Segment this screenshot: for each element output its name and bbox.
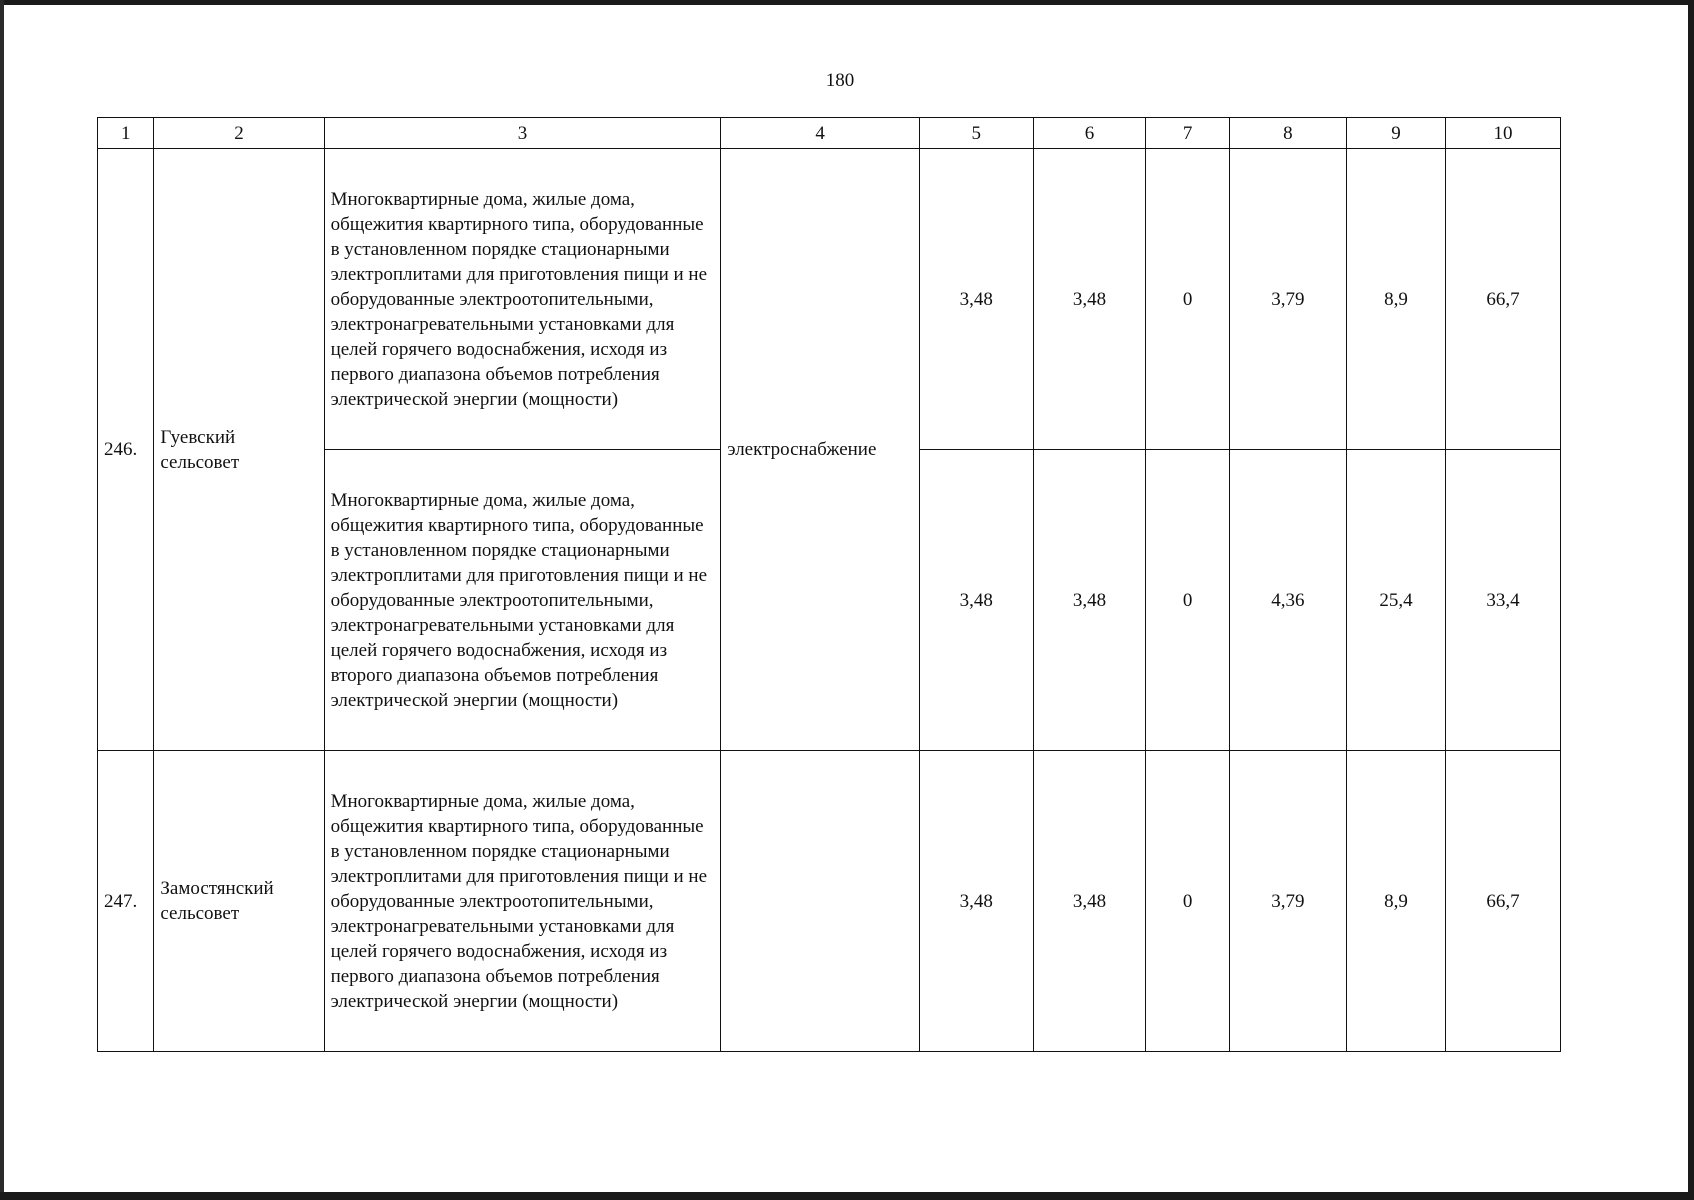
housing-description: Многоквартирные дома, жилые дома, общежития квартирного типа, оборудованные в установленном порядке стационарными электроплитами для приготовления пищи и не оборудованные электроотопительными, электронагревательными установками для целей горячего водоснабжения, исходя из первого диапазона объемов потребления электрической энергии (мощности) xyxy=(324,149,721,450)
value-col-8: 3,79 xyxy=(1229,149,1346,450)
value-col-7: 0 xyxy=(1146,751,1230,1052)
page-number: 180 xyxy=(825,70,855,91)
tariff-table xyxy=(97,117,1561,1052)
value-col-9: 8,9 xyxy=(1346,751,1445,1052)
value-col-7: 0 xyxy=(1146,450,1230,751)
value-col-8: 3,79 xyxy=(1229,751,1346,1052)
housing-description: Многоквартирные дома, жилые дома, общежития квартирного типа, оборудованные в установленном порядке стационарными электроплитами для приготовления пищи и не оборудованные электроотопительными, электронагревательными установками для целей горячего водоснабжения, исходя из первого диапазона объемов потребления электрической энергии (мощности) xyxy=(324,751,721,1052)
header-col-10: 10 xyxy=(1446,118,1561,149)
value-col-10: 33,4 xyxy=(1446,450,1561,751)
value-col-6: 3,48 xyxy=(1033,149,1146,450)
value-col-10: 66,7 xyxy=(1446,751,1561,1052)
header-row xyxy=(98,118,1561,149)
value-col-5: 3,48 xyxy=(919,149,1033,450)
value-col-5: 3,48 xyxy=(919,450,1033,751)
row-number: 246. xyxy=(98,149,154,751)
settlement-name: Гуевский сельсовет xyxy=(154,149,324,751)
settlement-name: Замостянский сельсовет xyxy=(154,751,324,1052)
table-row xyxy=(98,149,1561,450)
scan-edge-left xyxy=(0,0,4,1200)
header-col-7: 7 xyxy=(1146,118,1230,149)
value-col-7: 0 xyxy=(1146,149,1230,450)
header-col-4: 4 xyxy=(721,118,919,149)
value-col-9: 8,9 xyxy=(1346,149,1445,450)
housing-description: Многоквартирные дома, жилые дома, общежития квартирного типа, оборудованные в установленном порядке стационарными электроплитами для приготовления пищи и не оборудованные электроотопительными, электронагревательными установками для целей горячего водоснабжения, исходя из второго диапазона объемов потребления электрической энергии (мощности) xyxy=(324,450,721,751)
utility-service: электроснабжение xyxy=(721,149,919,751)
table-row xyxy=(98,751,1561,1052)
header-col-2: 2 xyxy=(154,118,324,149)
scan-edge-right xyxy=(1688,0,1694,1200)
header-col-1: 1 xyxy=(98,118,154,149)
utility-service xyxy=(721,751,919,1052)
scan-edge-bottom xyxy=(0,1192,1694,1200)
value-col-6: 3,48 xyxy=(1033,751,1146,1052)
row-number: 247. xyxy=(98,751,154,1052)
header-col-8: 8 xyxy=(1229,118,1346,149)
value-col-10: 66,7 xyxy=(1446,149,1561,450)
header-col-5: 5 xyxy=(919,118,1033,149)
header-col-3: 3 xyxy=(324,118,721,149)
value-col-8: 4,36 xyxy=(1229,450,1346,751)
value-col-9: 25,4 xyxy=(1346,450,1445,751)
value-col-6: 3,48 xyxy=(1033,450,1146,751)
value-col-5: 3,48 xyxy=(919,751,1033,1052)
header-col-6: 6 xyxy=(1033,118,1146,149)
scan-edge-top xyxy=(0,0,1694,5)
header-col-9: 9 xyxy=(1346,118,1445,149)
